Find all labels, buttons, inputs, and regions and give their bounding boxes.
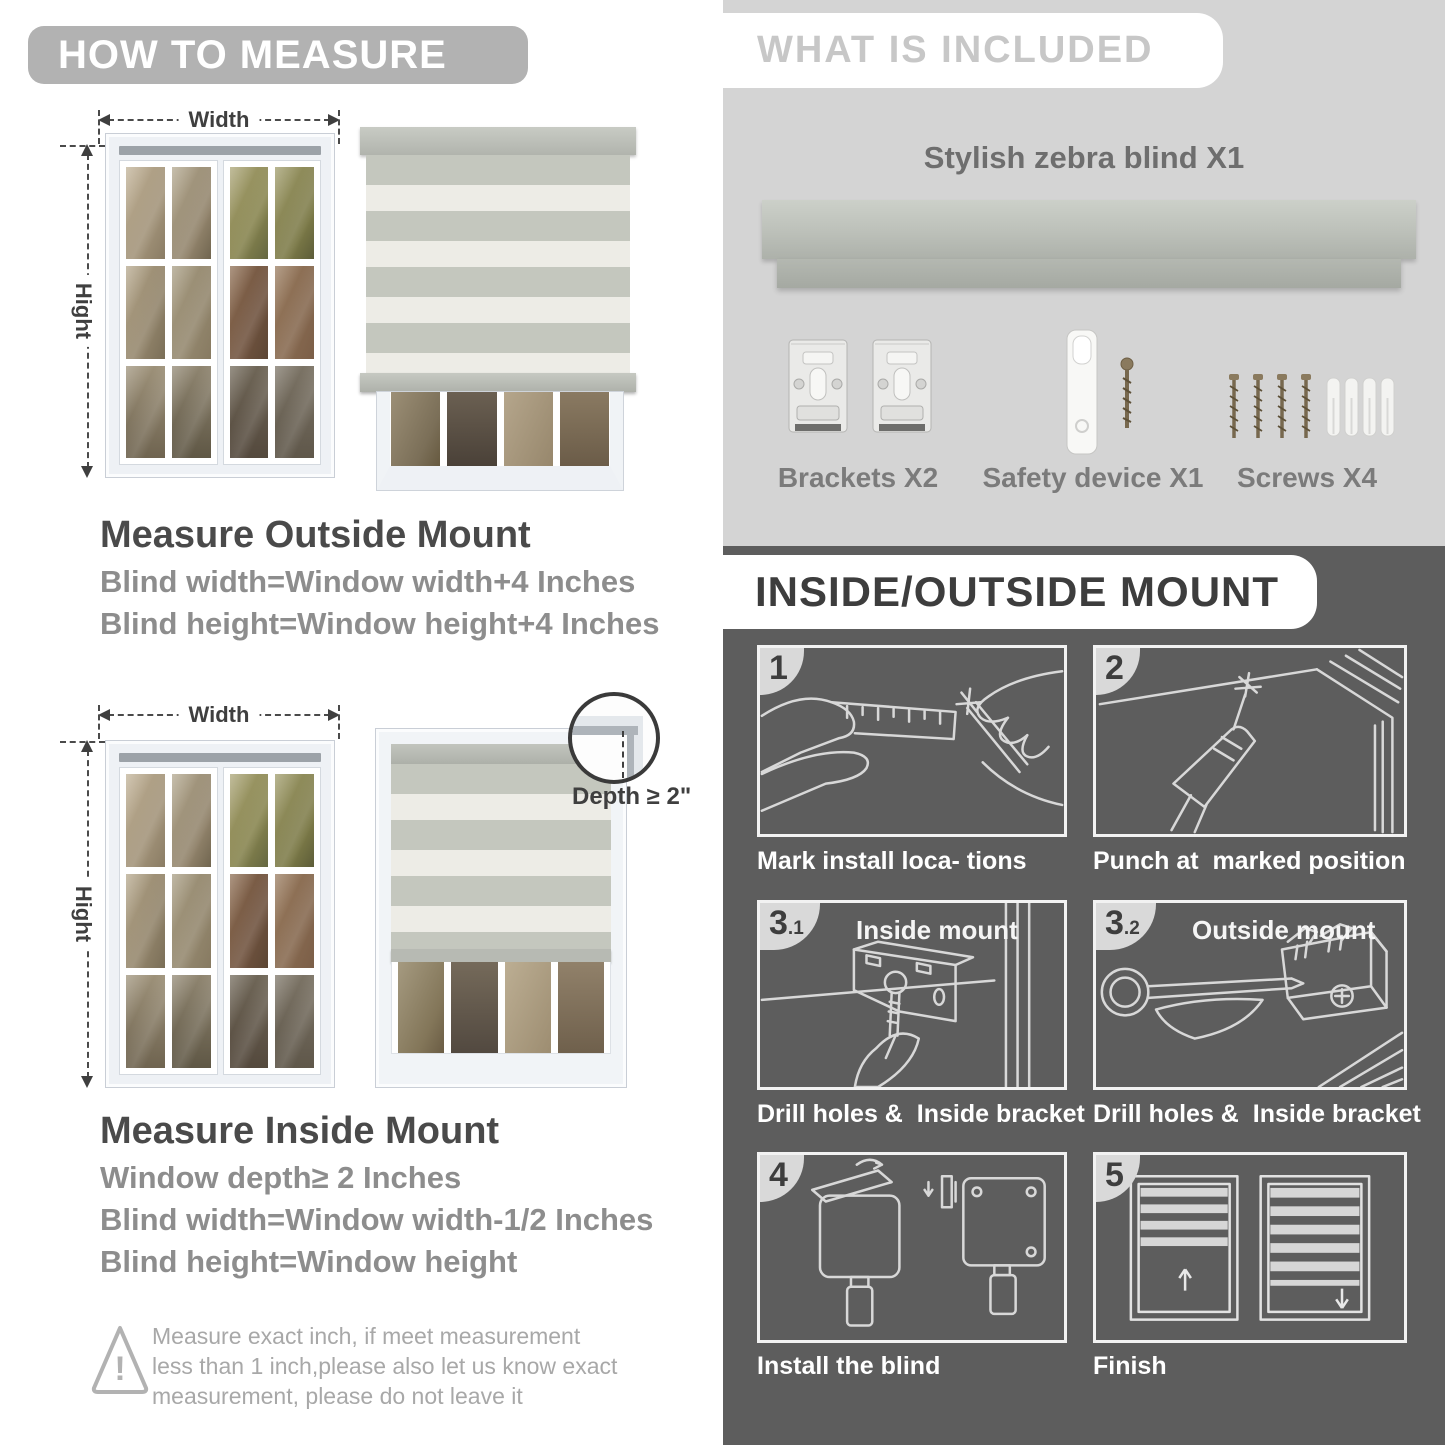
window-photo-outside [105,133,335,478]
brackets-icon [785,332,935,444]
frame-corner [568,716,643,726]
window-pane [172,266,211,358]
install-blind-illustration [760,1155,1064,1340]
window-sash-left [119,767,218,1075]
mount-header: INSIDE/OUTSIDE MOUNT [723,555,1317,629]
what-is-included-section [723,0,1445,546]
window-pane [447,392,496,466]
height-measure-outside [71,144,100,478]
width-drop-line [98,110,100,144]
step-caption-2: Punch at marked position [1093,847,1406,875]
product-name: Stylish zebra blind X1 [923,140,1245,175]
step-number-badge: 3 .1 [760,903,820,950]
window-pane [451,962,497,1053]
window-pane [172,366,211,458]
safety-device-label: Safety device X1 [982,462,1204,493]
step-panel-2 [1093,645,1407,837]
window-pane [398,962,444,1053]
frame-corner-inner [627,726,634,784]
outside-mount-label: Outside mount [1192,915,1376,945]
window-pane [230,366,269,458]
warning-text: Measure exact inch, if meet measurement less than 1 inch,please also let us know exact measurement, please do not leave it [152,1323,618,1409]
window-under-blind [377,392,623,490]
screws-icon [1221,372,1401,452]
window-pane [505,962,551,1053]
outside-mount-formula-1: Blind width=Window width+4 Inches [100,564,636,599]
window-top-rail [119,146,321,155]
mark-locations-illustration [760,648,1064,834]
step-number-badge: 5 [1096,1155,1140,1202]
window-pane [560,392,609,466]
blind-headrail-graphic [762,200,1416,259]
window-pane [230,774,269,867]
window-pane [275,266,314,358]
window-pane [172,167,211,259]
brackets-label: Brackets X2 [777,462,939,493]
arrow-down-icon [81,1076,93,1088]
window-pane [275,975,314,1068]
how-to-measure-header: HOW TO MEASURE [28,26,528,84]
window-pane [126,266,165,358]
window-pane [126,874,165,967]
depth-label: Depth ≥ 2" [572,783,692,810]
step-number-badge: 2 [1096,648,1140,695]
inside-mount-title: Measure Inside Mount [100,1110,500,1152]
window-pane [172,774,211,867]
inside-mount-formula-2: Blind width=Window width-1/2 Inches [100,1202,654,1237]
blind-bottom-rail [360,373,636,392]
window-pane [126,774,165,867]
window-pane [230,874,269,967]
svg-text:!: ! [114,1350,126,1388]
window-pane [391,392,440,466]
window-pane [275,874,314,967]
window-pane [275,774,314,867]
width-drop-line [338,705,340,739]
step-panel-3-1 [757,900,1067,1090]
screws-label: Screws X4 [1236,462,1378,493]
width-measure-outside [98,108,340,132]
window-pane [126,167,165,259]
window-top-rail [119,753,321,762]
window-under-blind [391,962,611,1054]
window-pane [172,874,211,967]
depth-dashed-line [622,731,624,778]
height-measure-inside [71,740,100,1088]
inside-mount-formula-1: Window depth≥ 2 Inches [100,1160,462,1195]
window-pane [126,975,165,1068]
width-label: Width [179,703,260,727]
width-measure-inside [98,703,340,727]
zebra-blind-body [366,155,630,373]
outside-mount-formula-2: Blind height=Window height+4 Inches [100,606,660,641]
arrow-down-icon [81,466,93,478]
step-number-badge: 3 .2 [1096,903,1156,950]
window-pane [504,392,553,466]
window-sash-right [223,767,322,1075]
height-label: Hight [70,878,96,950]
warning-icon [90,1322,150,1396]
window-sash-left [119,160,218,465]
window-pane [230,167,269,259]
inside-mount-window [375,728,627,1088]
height-connector-line [60,145,105,147]
outside-mount-title: Measure Outside Mount [100,514,531,556]
step-panel-5 [1093,1152,1407,1343]
window-pane [275,366,314,458]
mount-instructions-section [723,546,1445,1445]
step-panel-3-2 [1093,900,1407,1090]
inside-mount-label: Inside mount [856,915,1018,945]
window-pane [172,975,211,1068]
blind-headrail [360,127,636,155]
blind-roll [391,949,611,962]
finish-illustration [1096,1155,1404,1340]
step-caption-3-1: Drill holes & Inside bracket [757,1100,1085,1128]
depth-detail-circle [568,692,660,784]
step-caption-4: Install the blind [757,1352,941,1380]
drill-illustration [1096,648,1404,834]
width-drop-line [338,110,340,144]
width-label: Width [179,108,260,132]
inside-mount-formula-3: Blind height=Window height [100,1244,518,1279]
height-label: Hight [70,275,96,347]
step-caption-1: Mark install loca- tions [757,847,1027,875]
height-connector-line [60,741,105,743]
step-panel-4 [757,1152,1067,1343]
step-caption-5: Finish [1093,1352,1167,1380]
window-pane [230,266,269,358]
window-pane [558,962,604,1053]
step-number-badge: 4 [760,1155,804,1202]
step-caption-3-2: Drill holes & Inside bracket [1093,1100,1421,1128]
step-number-badge: 1 [760,648,804,695]
window-pane [126,366,165,458]
step-panel-1 [757,645,1067,837]
blind-headrail-lip [777,259,1401,288]
window-sash-right [223,160,322,465]
window-pane [275,167,314,259]
safety-device-icon [1061,328,1151,458]
what-is-included-header: WHAT IS INCLUDED [723,13,1223,88]
window-photo-inside [105,740,335,1088]
window-pane [230,975,269,1068]
width-drop-line [98,705,100,739]
